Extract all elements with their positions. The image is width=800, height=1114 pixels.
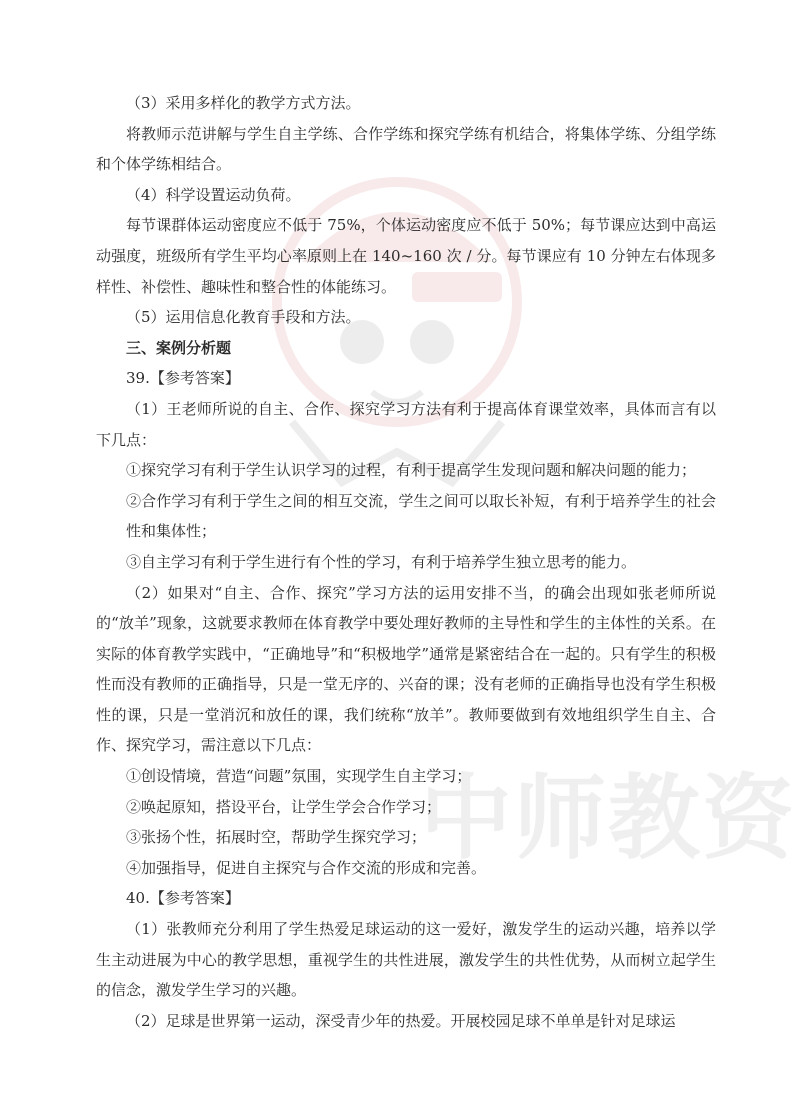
- list-item: ③张扬个性，拓展时空，帮助学生探究学习；: [126, 828, 427, 847]
- document-body: [96, 88, 716, 1036]
- list-item: ①创设情境，营造“问题”氛围，实现学生自主学习；: [126, 767, 472, 786]
- paragraph: （2）足球是世界第一运动，深受青少年的热爱。开展校园足球不单单是针对足球运: [126, 1011, 676, 1030]
- paragraph: （1）王老师所说的自主、合作、探究学习方法有利于提高体育课堂效率，具体而言有以下几点：: [96, 399, 716, 449]
- list-item: ②唤起原知，搭设平台，让学生学会合作学习；: [126, 797, 442, 816]
- section-heading: 三、案例分析题: [126, 338, 232, 357]
- list-item: ④加强指导，促进自主探究与合作交流的形成和完善。: [126, 858, 487, 877]
- answer-39-label: 39.【参考答案】: [126, 369, 240, 388]
- paragraph: 每节课群体运动密度应不低于 75%，个体运动密度应不低于 50%；每节课应达到中高运动强度，班级所有学生平均心率原则上在 140~160 次 / 分。每节课应有 10 分钟左右体现多样性、补偿性、趣味性和整合性的体能练习。: [96, 216, 716, 296]
- paragraph: 将教师示范讲解与学生自主学练、合作学练和探究学练有机结合，将集体学练、分组学练和个体学练相结合。: [96, 124, 716, 174]
- item-3-heading: （3）采用多样化的教学方式方法。: [126, 94, 361, 112]
- item-4-heading: （4）科学设置运动负荷。: [126, 185, 301, 204]
- list-item: ②合作学习有利于学生之间的相互交流，学生之间可以取长补短，有利于培养学生的社会性和集体性；: [126, 491, 716, 541]
- list-item: ①探究学习有利于学生认识学习的过程，有利于提高学生发现问题和解决问题的能力；: [126, 461, 697, 480]
- item-5-heading: （5）运用信息化教育手段和方法。: [126, 308, 361, 327]
- list-item: ③自主学习有利于学生进行有个性的学习，有利于培养学生独立思考的能力。: [126, 552, 637, 571]
- watermark-brand: 中师教资: [420, 765, 797, 872]
- paragraph: （2）如果对“自主、合作、探究”学习方法的运用安排不当，的确会出现如张老师所说的“放羊”现象，这就要求教师在体育教学中要处理好教师的主导性和学生的主体性的关系。在实际的体育教学实践中，“正确地导”和“积极地学”通常是紧密结合在一起的。只有学生的积极性而没有教师的正确指导，只是一堂无序的、兴奋的课；没有老师的正确指导也没有学生积极性的课，只是一堂消沉和放任的课，我们统称“放羊”。教师要做到有效地组织学生自主、合作、探究学习，需注意以下几点：: [96, 583, 716, 755]
- answer-40-label: 40.【参考答案】: [126, 889, 240, 908]
- paragraph: （1）张教师充分利用了学生热爱足球运动的这一爱好，激发学生的运动兴趣，培养以学生主动进展为中心的教学思想，重视学生的共性进展，激发学生的共性优势，从而树立起学生的信念，激发学生学习的兴趣。: [96, 920, 716, 1000]
